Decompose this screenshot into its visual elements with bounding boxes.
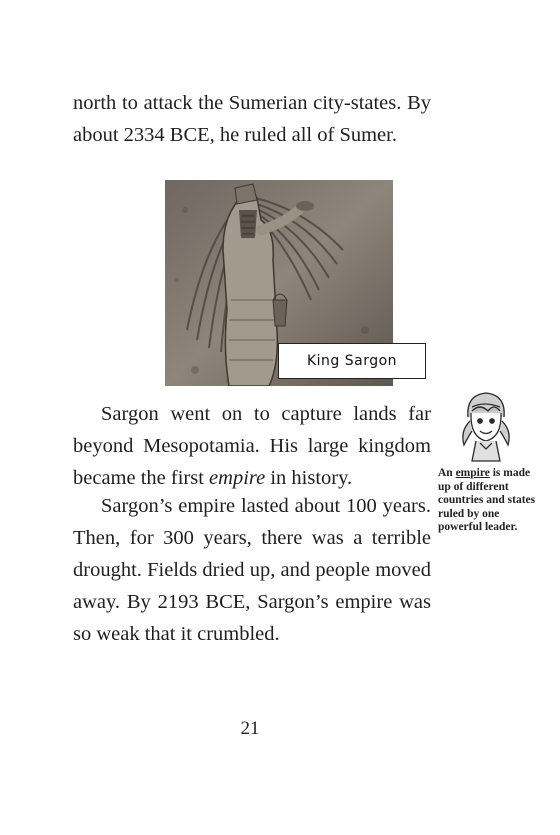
paragraph-1: north to attack the Sumerian city-states. By about 2334 BCE, he ruled all of Sumer. bbox=[73, 92, 431, 146]
sidenote-term-empire: empire bbox=[455, 467, 490, 479]
glossary-sidenote: An empire is made up of different countries and states ruled by one powerful leader. bbox=[438, 467, 536, 533]
page-number: 21 bbox=[240, 718, 260, 739]
paragraph-2: Sargon went on to capture lands far beyond Mesopotamia. His large kingdom became the first empire in history. bbox=[73, 403, 431, 489]
paragraph-3: Sargon’s empire lasted about 100 years. Then, for 300 years, there was a terrible drought. Fields dried up, and people moved away. By 2193 BCE, Sargon’s empire was so weak that it crumbled. bbox=[73, 495, 431, 645]
glossary-term-empire: empire bbox=[209, 467, 266, 489]
figure-caption: King Sargon bbox=[278, 343, 426, 379]
girl-mascot-illustration bbox=[458, 387, 514, 463]
